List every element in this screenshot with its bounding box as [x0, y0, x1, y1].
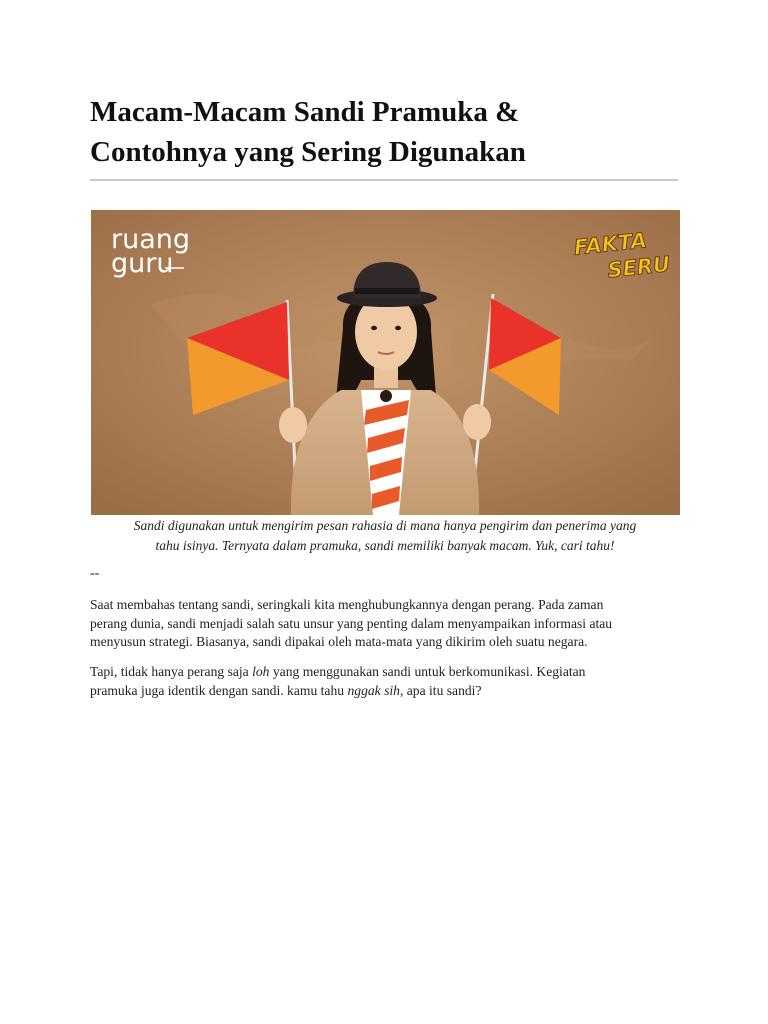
- paragraph-2-line-2: [90, 682, 680, 701]
- paragraph-1-line-1: Saat membahas tentang sandi, seringkali kita menghubungkannya dengan perang. Pada zaman: [90, 597, 604, 612]
- paragraph-2-text: Tapi, tidak hanya perang saja: [90, 664, 253, 679]
- title-line-1: Macam-Macam Sandi Pramuka &: [90, 96, 520, 128]
- separator: --: [90, 566, 100, 581]
- paragraph-2-emphasis: loh: [252, 664, 270, 679]
- caption-line-1: Sandi digunakan untuk mengirim pesan rahasia di mana hanya pengirim dan penerima yang: [133, 518, 637, 533]
- paragraph-2-text: , apa itu sandi?: [399, 682, 482, 698]
- paragraph-2-line-1: [90, 663, 680, 682]
- paragraph-2-emphasis: nggak sih: [347, 682, 400, 698]
- paragraph-2: [90, 663, 680, 700]
- title-divider: [90, 179, 678, 181]
- logo-line-1: ruang: [111, 224, 191, 255]
- caption-line-2: tahu isinya. Ternyata dalam pramuka, sandi memiliki banyak macam. Yuk, cari tahu!: [155, 538, 615, 553]
- paragraph-1-line-2: perang dunia, sandi menjadi salah satu unsur yang penting dalam menyampaikan informasi atau: [90, 615, 613, 631]
- hero-image: [91, 210, 680, 515]
- paragraph-2-text: yang menggunakan sandi untuk berkomunikasi. Kegiatan: [269, 664, 586, 679]
- image-caption: [90, 516, 680, 556]
- article-title: [90, 92, 690, 172]
- badge-line-1: FAKTA: [572, 228, 648, 260]
- paragraph-1-line-3: menyusun strategi. Biasanya, sandi dipakai oleh mata-mata yang dikirim oleh suatu negara.: [90, 634, 588, 649]
- title-line-2: Contohnya yang Sering Digunakan: [90, 136, 526, 168]
- paragraph-1: [90, 596, 680, 652]
- badge-line-2: SERU: [606, 252, 672, 283]
- paragraph-2-text: pramuka juga identik dengan sandi. kamu tahu: [90, 682, 348, 698]
- logo-line-2: guru: [111, 248, 174, 279]
